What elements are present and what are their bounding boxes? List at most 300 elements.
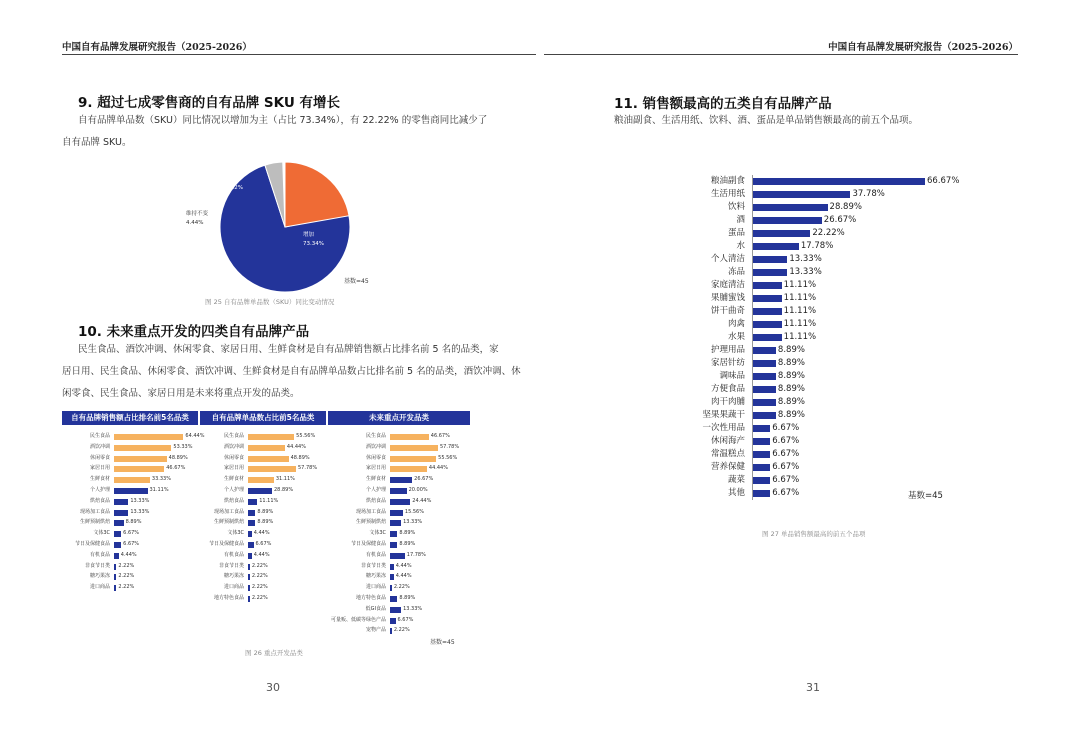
section-11-heading: 11. 销售额最高的五类自有品牌产品 [614,96,832,112]
bar-row [600,305,1000,318]
mini-chart-value-label: 13.33% [130,497,150,504]
section-9-line-1: 自有品牌单品数（SKU）同比情况以增加为主（占比 73.34%），有 22.22% 的零售商同比减少了 [78,115,488,126]
mini-chart-value-label: 2.22% [251,562,268,569]
mini-chart-value-label: 2.22% [118,562,135,569]
mini-chart-value-label: 57.78% [298,465,318,472]
mini-chart-category-label: 个人护理 [365,487,386,493]
bar-chart-axis [752,175,753,500]
mini-chart-bar [390,628,392,634]
mini-chart-value-label: 11.11% [259,497,279,504]
mini-chart-category-label: 现场加工食品 [213,508,244,515]
mini-chart-bar [248,488,272,494]
mini-chart-row [328,475,470,484]
mini-chart-category-label: 休闲零食 [223,454,244,461]
mini-chart-row [200,508,326,517]
bar-category-label: 坚果果蔬干 [702,410,745,420]
bar-row [600,292,1000,305]
mini-chart-row [200,540,326,549]
mini-chart-bar [114,445,171,451]
bar [753,282,782,289]
mini-chart-value-label: 8.89% [257,508,274,515]
bar-category-label: 一次性用品 [702,423,745,433]
right-header-rule [544,54,1018,55]
section-9-heading: 9. 超过七成零售商的自有品牌 SKU 有增长 [78,95,341,111]
mini-chart-row [62,475,198,484]
mini-chart-category-label: 民生食品 [223,433,244,439]
bar-category-label: 生活用纸 [710,189,745,199]
mini-chart-bar [114,456,167,462]
mini-chart-value-label: 24.44% [412,497,432,504]
mini-chart-bar [390,445,438,451]
mini-chart-row [200,562,326,571]
bar-row [600,253,1000,266]
bar [753,191,850,198]
pie-slice-label: 维持不变 [186,211,209,217]
mini-chart-category-label: 有机食品 [223,551,244,558]
mini-chart-category-label: 酒饮冲调 [223,443,244,450]
bar [753,178,925,185]
bar-category-label: 家庭清洁 [710,280,745,290]
mini-chart-bar [390,585,392,591]
mini-chart-row [62,518,198,527]
mini-chart-value-label: 4.44% [395,562,412,569]
bar-value-label: 8.89% [777,384,805,394]
bar [753,399,776,406]
mini-chart-value-label: 44.44% [428,465,448,472]
mini-chart-bar [248,574,250,580]
bar-row [600,201,1000,214]
bar-category-label: 肉干肉脯 [710,397,745,407]
mini-chart-row [328,616,470,625]
bar-value-label: 13.33% [789,254,822,264]
mini-chart-category-label: 个人护理 [223,487,244,493]
bar [753,386,776,393]
mini-chart-row [328,497,470,506]
mini-chart-row [62,443,198,452]
section-10-line-2: 居日用、民生食品、休闲零食、酒饮冲调、生鲜食材是自有品牌单品数占比排名前 5 名的品类，酒饮冲调、休 [62,366,521,377]
pie-slice-1 [285,162,349,227]
chart-a-title: 自有品牌销售额占比排名前5名品类 [62,411,198,425]
mini-chart-row [328,572,470,581]
bar [753,204,828,211]
sku-change-pie-chart [180,162,390,292]
mini-chart-category-label: 文体3C [227,530,244,537]
mini-chart-category-label: 非食节日类 [218,562,244,569]
mini-chart-category-label: 烘焙食品 [365,497,386,504]
mini-chart-row [200,497,326,506]
mini-chart-value-label: 31.11% [149,487,169,493]
bar-row [600,188,1000,201]
bar-value-label: 11.11% [783,293,817,303]
bar-row [600,370,1000,383]
mini-chart-row [62,529,198,538]
mini-chart-category-label: 生鲜预制烘焙 [213,519,244,526]
bar-category-label: 休闲海产 [710,436,745,446]
mini-chart-bar [248,456,289,462]
pie-slice-label: 减少 [222,176,234,182]
bar-row [600,357,1000,370]
mini-chart-category-label: 有机食品 [89,551,110,558]
bar-category-label: 调味品 [719,371,745,381]
bar-category-label: 蛋品 [727,228,745,238]
mini-chart-category-label: 节日及保健食品 [208,541,244,547]
mini-chart-row [62,540,198,549]
bar-category-label: 方便食品 [710,384,745,394]
bar-value-label: 8.89% [777,397,805,407]
mini-chart-value-label: 6.67% [123,530,140,537]
figure-26-caption: 图 26 重点开发品类 [245,649,303,657]
mini-chart-bar [114,466,164,472]
mini-chart-category-label: 生鲜食材 [89,476,110,483]
mini-chart-category-label: 现场加工食品 [79,508,110,515]
bar-value-label: 8.89% [777,345,805,355]
bar-value-label: 37.78% [852,189,885,199]
mini-chart-bar [248,477,274,483]
bar-value-label: 26.67% [823,215,857,225]
figure-25-caption: 图 25 自有品牌单品数（SKU）同比变动情况 [205,298,335,306]
pie-slice-value: 73.34% [303,241,324,247]
mini-chart-bar [248,553,252,559]
mini-chart-row [328,562,470,571]
chart-b-title: 自有品牌单品数占比前5名品类 [200,411,326,425]
mini-chart-bar [390,510,403,516]
mini-chart-category-label: 烘焙食品 [223,497,244,504]
mini-chart-value-label: 8.89% [399,541,416,547]
bar-value-label: 6.67% [772,488,800,498]
mini-chart-bar [390,574,394,580]
mini-chart-category-label: 烘焙食品 [89,497,110,504]
bar-row [600,318,1000,331]
mini-chart-bar [114,574,116,580]
bar [753,477,770,484]
bar-value-label: 17.78% [800,241,834,251]
mini-chart-row [328,529,470,538]
mini-chart-category-label: 个人护理 [89,487,110,493]
mini-chart-category-label: 民生食品 [365,433,386,439]
mini-chart-row [62,464,198,473]
mini-chart-bar [390,520,401,526]
mini-chart-category-label: 民生食品 [89,433,110,439]
mini-chart-row [200,594,326,603]
mini-chart-bar [114,510,128,516]
bar-category-label: 肉禽 [727,319,745,329]
bar-value-label: 8.89% [777,410,805,420]
bar-value-label: 6.67% [772,475,800,485]
mini-chart-value-label: 46.67% [166,465,186,472]
mini-chart-bar [390,542,397,548]
left-running-header: 中国自有品牌发展研究报告（2025-2026） [62,42,252,53]
bar-row [600,279,1000,292]
mini-chart-bar [114,531,121,537]
mini-chart-value-label: 6.67% [397,616,414,623]
mini-chart-bar [114,542,121,548]
mini-chart-value-label: 2.22% [251,573,268,580]
bar-row [600,409,1000,422]
mini-chart-bar [248,585,250,591]
mini-chart-row [328,443,470,452]
bar-value-label: 28.89% [829,202,862,212]
pie-slice-label: 增加 [303,232,315,238]
mini-chart-value-label: 6.67% [123,541,140,547]
mini-chart-value-label: 26.67% [414,476,434,483]
mini-chart-value-label: 2.22% [393,584,410,591]
bar [753,334,782,341]
bar-row [600,435,1000,448]
mini-chart-bar [114,553,119,559]
mini-chart-bar [390,596,397,602]
bar-category-label: 饮料 [727,202,745,212]
bar [753,256,787,263]
section-10-line-1: 民生食品、酒饮冲调、休闲零食、家居日用、生鲜食材是自有品牌销售额占比排名前 5 名的品类，家 [78,344,499,355]
mini-chart-value-label: 4.44% [253,530,270,537]
mini-chart-bar [248,520,255,526]
mini-chart-category-label: 酒饮冲调 [89,443,110,450]
bar [753,360,776,367]
mini-chart-bar [390,618,396,624]
mini-chart-category-label: 生鲜食材 [365,476,386,483]
mini-chart-bar [248,564,250,570]
mini-chart-bar [248,434,294,440]
pie-base-label: 基数=45 [344,278,369,285]
mini-chart-bar [248,510,255,516]
bar-row [600,396,1000,409]
bar-category-label: 水 [736,241,745,251]
mini-chart-value-label: 2.22% [251,595,268,601]
mini-chart-bar [390,456,436,462]
bar [753,451,770,458]
mini-chart-bar [248,499,257,505]
mini-chart-bar [390,466,427,472]
mini-chart-row [62,454,198,463]
bar-value-label: 22.22% [812,228,845,238]
mini-chart-value-label: 4.44% [120,551,137,558]
mini-chart-value-label: 15.56% [404,508,424,515]
bar [753,464,770,471]
mini-chart-row [328,540,470,549]
mini-chart-value-label: 2.22% [251,584,268,591]
left-page-number: 30 [266,681,280,694]
chart-c-title: 未来重点开发品类 [328,411,470,425]
mini-chart-row [62,583,198,592]
bar-category-label: 营养保健 [710,462,745,472]
section-9-line-2: 自有品牌 SKU。 [62,137,132,148]
mini-chart-row [200,432,326,441]
mini-chart-bar [390,553,405,559]
mini-chart-row [200,551,326,560]
bar [753,269,787,276]
bar-row [600,214,1000,227]
bar-row [600,175,1000,188]
mini-chart-bar [114,488,148,494]
mini-chart-value-label: 4.44% [395,573,412,580]
mini-chart-value-label: 31.11% [275,476,295,483]
mini-chart-category-label: 生鲜食材 [223,476,244,483]
mini-chart-category-label: 家居日用 [223,465,244,472]
mini-chart-bar [114,477,150,483]
bar-row [600,448,1000,461]
mini-chart-category-label: 糖巧果冻 [223,573,244,580]
mini-chart-row [200,443,326,452]
mini-chart-category-label: 地方特色食品 [213,595,244,601]
mini-chart-bar [390,564,394,570]
mini-chart-category-label: 文体3C [93,530,110,537]
mini-chart-row [62,497,198,506]
bar-value-label: 11.11% [783,332,817,342]
mini-chart-value-label: 64.44% [185,433,205,439]
mini-chart-row [328,508,470,517]
mini-chart-row [62,432,205,441]
bar-value-label: 6.67% [772,436,800,446]
bar-category-label: 个人清洁 [710,254,745,264]
bar-category-label: 果脯蜜饯 [710,293,745,303]
section-11-paragraph: 粮油副食、生活用纸、饮料、酒、蛋品是单品销售额最高的前五个品项。 [614,115,919,126]
mini-chart-category-label: 现场加工食品 [355,508,386,515]
mini-chart-value-label: 13.33% [130,508,150,515]
bar-value-label: 8.89% [777,371,805,381]
bar-row [600,227,1000,240]
mini-chart-value-label: 2.22% [118,573,135,580]
mini-chart-row [328,583,470,592]
mini-chart-category-label: 酒饮冲调 [365,443,386,450]
mini-chart-category-label: 进口商品 [223,584,244,591]
mini-chart-value-label: 4.44% [253,551,270,558]
mini-chart-value-label: 8.89% [257,519,274,526]
mini-chart-bar [114,520,124,526]
mini-chart-row [62,562,198,571]
right-page-number: 31 [806,681,820,694]
mini-chart-value-label: 48.89% [290,454,310,461]
bar-category-label: 家居针纺 [710,358,745,368]
mini-chart-value-label: 6.67% [255,541,272,547]
bar-value-label: 6.67% [772,462,800,472]
bar-row [600,461,1000,474]
bar-category-label: 酒 [736,215,745,225]
mini-chart-category-label: 地方特色食品 [355,595,386,601]
mini-chart-value-label: 13.33% [403,519,423,526]
bar-category-label: 护理用品 [710,345,745,355]
mini-chart-value-label: 8.89% [399,595,416,601]
mini-chart-row [328,432,470,441]
mini-chart-category-label: 进口商品 [365,584,386,591]
section-10-heading: 10. 未来重点开发的四类自有品牌产品 [78,324,310,340]
bar-row [600,344,1000,357]
bar [753,490,770,497]
mini-chart-row [62,551,198,560]
mini-chart-row [200,486,326,495]
mini-chart-category-label: 休闲零食 [89,454,110,461]
mini-chart-category-label: 家居日用 [365,465,386,472]
mini-chart-row [328,626,470,635]
mini-chart-category-label: 糖巧果冻 [365,573,386,580]
bar-row [600,240,1000,253]
bar-value-label: 6.67% [772,449,800,459]
mini-chart-row [200,454,326,463]
mini-chart-value-label: 20.00% [408,487,428,493]
mini-chart-row [328,594,470,603]
mini-chart-row [328,551,470,560]
bar-row [600,266,1000,279]
mini-chart-value-label: 8.89% [125,519,142,526]
section-9-paragraph [62,110,487,154]
mini-chart-value-label: 44.44% [286,443,306,450]
bar-value-label: 66.67% [927,176,960,186]
mini-chart-category-label: 生鲜预制烘焙 [355,519,386,526]
figure-27-caption: 图 27 单品销售额最高的前五个品项 [762,530,866,538]
mini-chart-bar [114,434,183,440]
mini-chart-value-label: 48.89% [168,454,188,461]
mini-chart-bar [248,466,296,472]
bar [753,412,776,419]
bar-value-label: 11.11% [783,306,817,316]
mini-chart-value-label: 57.78% [440,443,460,450]
mini-chart-row [62,572,198,581]
bar [753,308,782,315]
mini-chart-bar [390,499,410,505]
bar-row [600,474,1000,487]
mini-chart-row [200,475,326,484]
mini-chart-value-label: 28.89% [274,487,294,493]
bar [753,425,770,432]
section-10-paragraph [62,339,521,405]
mini-chart-value-label: 33.33% [151,476,171,483]
pie-slice-value: 4.44% [186,220,204,226]
mini-chart-value-label: 8.89% [399,530,416,537]
bar-row [600,422,1000,435]
mini-chart-category-label: 糖巧果冻 [89,573,110,580]
mini-chart-category-label: 非食节日类 [84,562,110,569]
mini-chart-row [328,454,470,463]
mini-chart-value-label: 53.33% [173,443,193,450]
top-five-bar-chart [600,175,1000,505]
mini-chart-bar [248,596,250,602]
mini-chart-category-label: 节日及保健食品 [74,541,110,547]
bar [753,243,799,250]
bar-value-label: 8.89% [777,358,805,368]
mini-chart-bar [114,585,116,591]
section-11-base-label: 基数=45 [908,491,943,501]
mini-chart-category-label: 休闲零食 [365,454,386,461]
mini-chart-category-label: 文体3C [369,530,386,537]
mini-chart-category-label: 非食节日类 [360,562,386,569]
bar-value-label: 6.67% [772,423,800,433]
left-header-rule [62,54,536,55]
bar [753,295,782,302]
mini-chart-row [200,583,326,592]
mini-chart-row [62,508,198,517]
mini-chart-row [62,486,198,495]
mini-chart-row [200,572,326,581]
mini-chart-value-label: 17.78% [406,551,426,558]
mini-chart-bar [114,499,128,505]
bar-value-label: 13.33% [789,267,822,277]
mini-chart-bar [390,488,407,494]
mini-chart-row [328,605,470,614]
bar-category-label: 蔬菜 [727,475,745,485]
mini-chart-category-label: 有机食品 [365,551,386,558]
bar [753,373,776,380]
right-running-header: 中国自有品牌发展研究报告（2025-2026） [828,42,1018,53]
mini-chart-value-label: 46.67% [430,433,450,439]
mini-chart-bar [390,477,412,483]
mini-chart-category-label: 可量贩、低碳等绿色产品 [330,616,386,623]
mini-chart-category-label: 进口商品 [89,584,110,591]
bar [753,321,782,328]
mini-chart-bar [248,542,254,548]
mini-chart-row [200,518,326,527]
section-10-base-label: 基数=45 [430,639,455,646]
bar [753,438,770,445]
mini-chart-row [200,464,326,473]
